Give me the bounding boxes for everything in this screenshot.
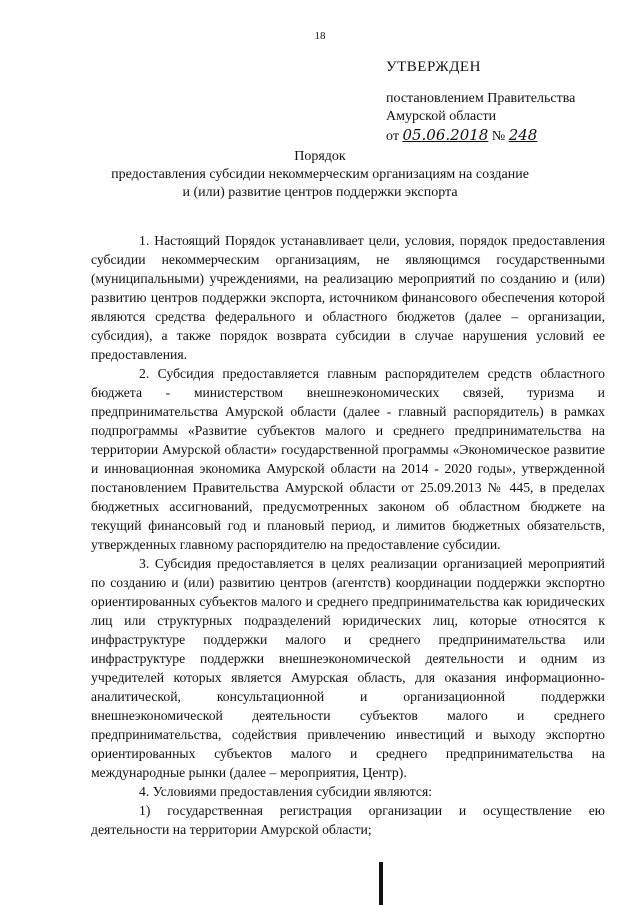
paragraph-4: 4. Условиями предоставления субсидии являются: — [139, 784, 433, 799]
page-number: 18 — [314, 30, 326, 42]
handwritten-number: 248 — [508, 126, 538, 144]
handwritten-date: 05.06.2018 — [402, 126, 489, 144]
approval-stamp — [386, 58, 575, 146]
paragraph-3: 3. Субсидия предоставляется в целях реализации организацией мероприятий по созданию и (или) развитию центров (агентств) координации поддержки экспортно ориентированных субъектов малого и среднего предпринимательства как юридических лиц или структурных подразделений юридических лиц, которые относятся к инфраструктуре поддержки малого и среднего предпринимательства или инфраструктуре поддержки внешнеэкономической деятельности и одним из учредителей которых является Амурская область, для оказания информационно-аналитической, консультационной и организационной поддержки внешнеэкономической деятельности субъектов малого и среднего предпринимательства, содействия привлечению инвестиций и выходу экспортно ориентированных субъектов малого и среднего предпринимательства на международные рынки (далее – мероприятия, Центр). — [91, 556, 605, 780]
paragraph-1: 1. Настоящий Порядок устанавливает цели, условия, порядок предоставления субсидии некоммерческим организациям, не являющимся государственными (муниципальными) учреждениями, на реализацию мероприятий по созданию и (или) развитию центров поддержки экспорта, источником финансового обеспечения которой являются средства федерального и областного бюджетов (далее – организации, субсидия), а также порядок возврата субсидии в случае нарушения условий ее предоставления. — [91, 233, 605, 362]
title-line-1: Порядок — [294, 149, 346, 164]
date-prefix: от — [386, 129, 399, 144]
number-prefix: № — [491, 129, 506, 144]
approval-line-1: постановлением Правительства — [386, 91, 576, 106]
document-body — [91, 231, 605, 839]
paragraph-2: 2. Субсидия предоставляется главным распорядителем средств областного бюджета - министерством внешнеэкономических связей, туризма и предпринимательства Амурской области (далее - главный распорядитель) в рамках подпрограммы «Развитие субъектов малого и среднего предпринимательства на территории Амурской области» государственной программы «Экономическое развитие и инновационная экономика Амурской области на 2014 - 2020 годы», утвержденной постановлением Правительства Амурской области от 25.09.2013 № 445, в пределах бюджетных ассигнований, предусмотренных законом об областном бюджете на текущий финансовый год и плановый период, и лимитов бюджетных обязательств, утвержденных главному распорядителю на предоставление субсидии. — [91, 366, 605, 552]
paragraph-4-item-1: 1) государственная регистрация организации и осуществление ею деятельности на территории Амурской области; — [91, 803, 605, 837]
binding-mark — [379, 862, 383, 905]
approval-heading: УТВЕРЖДЕН — [386, 59, 481, 75]
title-line-2: предоставления субсидии некоммерческим организациям на создание — [111, 167, 529, 182]
approval-date-line — [386, 126, 575, 146]
approval-line-2: Амурской области — [386, 109, 497, 124]
title-line-3: и (или) развитие центров поддержки экспорта — [182, 185, 458, 200]
document-title — [0, 148, 640, 202]
